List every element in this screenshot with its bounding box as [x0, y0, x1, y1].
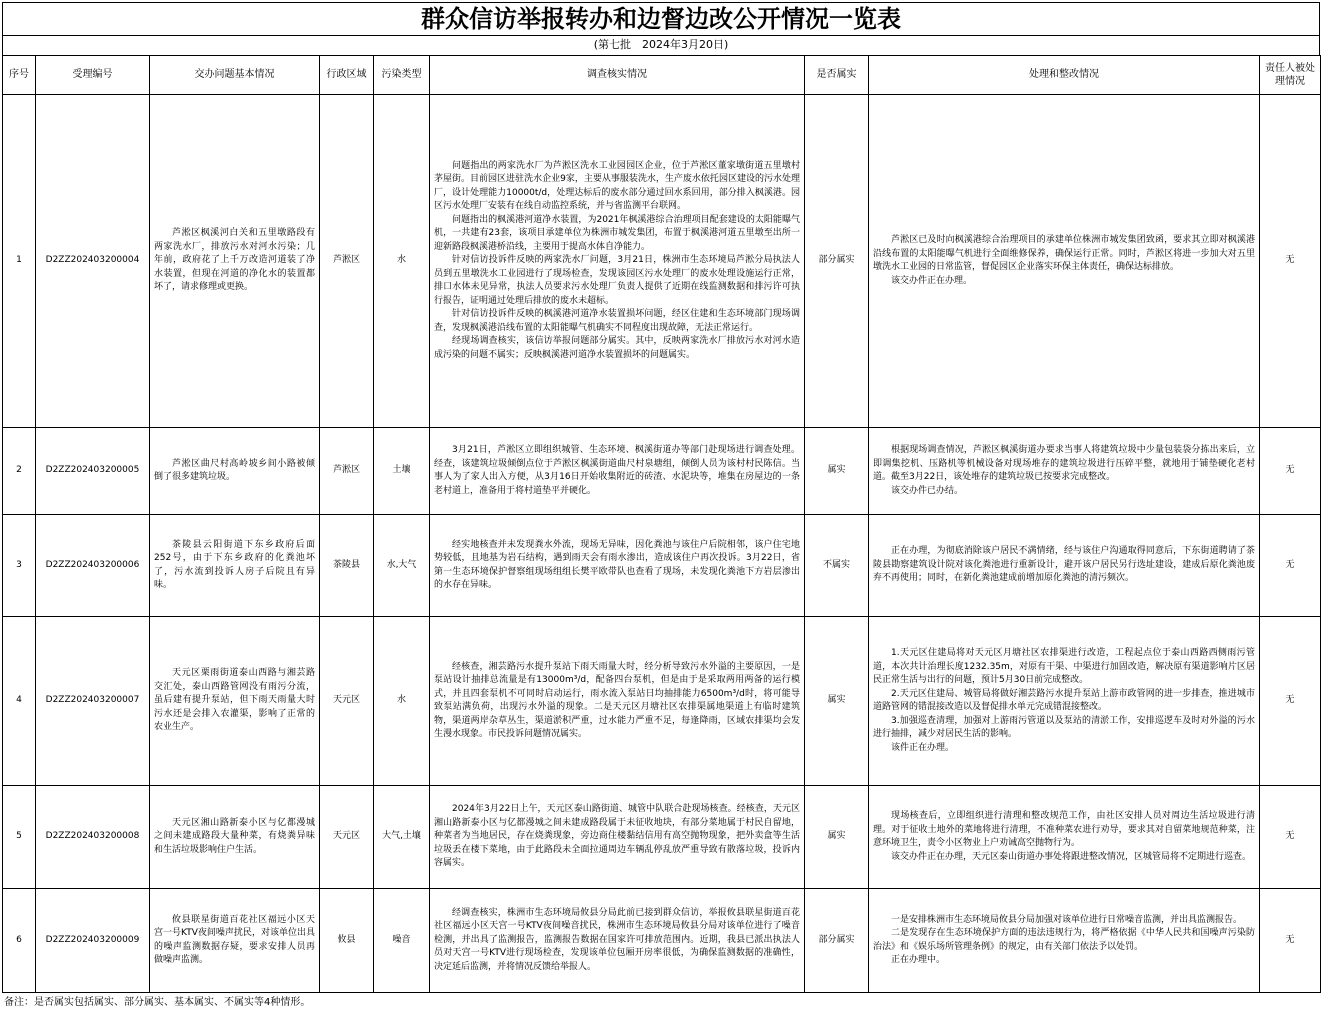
header-verified: 是否属实 [805, 56, 869, 95]
row-handling [869, 428, 1260, 515]
problem-text: 茶陵县云阳街道下东乡政府后面252号，由于下东乡政府的化粪池坏了，污水流到投诉人房子后院且有异味。 [154, 539, 315, 590]
footnote: 备注：是否属实包括属实、部分属实、基本属实、不属实等4种情形。 [4, 997, 311, 1008]
row-problem [150, 428, 320, 515]
row-no: 5 [3, 786, 36, 889]
row-region: 天元区 [320, 617, 374, 786]
row-id: D2ZZ202403200004 [36, 95, 150, 428]
row-pollution: 噪音 [374, 889, 430, 993]
row-handling [869, 786, 1260, 889]
table-row [3, 515, 1321, 617]
investigation-para: 2024年3月22日上午，天元区泰山路街道、城管中队联合赴现场核查。经核查，天元区湘山路新泰小区与亿都漫城之间未建成路段属于未征收地块，有部分菜地属于村民自留地，种菜者为当地居民，存在烧粪现象，旁边商住楼黏结信用有高空抛物现象，把外卖盒等生活垃圾丢在楼下菜地，由于此路段未全面拉通周边车辆乱停乱放严重导致有散落垃圾，投诉内容属实。 [434, 804, 800, 869]
handling-para: 该件正在办理。 [891, 742, 955, 753]
row-verified: 属实 [805, 428, 869, 515]
investigation-para: 经核查，湘芸路污水提升泵站下雨天雨量大时，经分析导致污水外溢的主要原因，一是泵站设计抽排总流量是有13000m³/d，配备四台泵机，但是由于是采取两用两备的运行模式，并且四套泵机不可同时启动运行，雨水流入泵站日均抽排能力6500m³/d时，将可能导致泵站满负荷，出现污水外溢的现象。二是天元区月塘社区农排渠属地渠道上有临时建筑物，渠道两岸杂草丛生，渠道淤积严重，过水能力严重不足，每逢降雨，区域农排渠均会发生漫水现象。市民投诉问题情况属实。 [434, 661, 800, 739]
handling-para: 现场核查后，立即组织进行清理和整改规范工作，由社区安排人员对周边生活垃圾进行清理。对于征收土地外的菜地将进行清理，不准种菜农进行劝导，要求其对自留菜地规范种菜，注意环境卫生，责令小区物业上户劝诫高空抛物行为。 [873, 811, 1255, 848]
row-region: 芦淞区 [320, 428, 374, 515]
row-accountability: 无 [1260, 786, 1321, 889]
header-accountability: 责任人被处理情况 [1260, 56, 1321, 95]
handling-para: 一是安排株洲市生态环境局攸县分局加强对该单位进行日常噪音监测，并出具监测报告。 [891, 914, 1243, 925]
handling-para: 芦淞区已及时向枫溪港综合治理项目的承建单位株洲市城发集团致函，要求其立即对枫溪港沿线布置的太阳能曝气机进行全面维修保养，确保运行正常。同时，芦淞区将进一步加大对五里墩洗水工业园的日常监管，督促园区企业落实环保主体责任，确保达标排放。 [873, 235, 1255, 272]
problem-text: 攸县联星街道百花社区福远小区天宫一号KTV夜间噪声扰民，对该单位出具的噪声监测数据存疑，要求安排人员再做噪声监测。 [154, 914, 315, 965]
row-problem [150, 889, 320, 993]
handling-para: 正在办理，为彻底消除该户居民不满情绪，经与该住户沟通取得同意后，下东街道聘请了茶陵县勘察建筑设计院对该化粪池进行重新设计，避开该户居民另行选址建设，建成后原化粪池废弃不再使用；同时，在新化粪池建成前增加原化粪池的清污频次。 [873, 546, 1255, 584]
row-accountability: 无 [1260, 515, 1321, 617]
row-problem [150, 786, 320, 889]
row-investigation [430, 786, 805, 889]
row-no: 1 [3, 95, 36, 428]
row-pollution: 水 [374, 617, 430, 786]
handling-para: 该交办件正在办理。 [891, 275, 973, 286]
handling-para: 该交办件已办结。 [891, 485, 964, 496]
row-verified: 属实 [805, 617, 869, 786]
row-id: D2ZZ202403200005 [36, 428, 150, 515]
problem-text: 芦淞区曲尺村高岭坡乡间小路被倾倒了很多建筑垃圾。 [154, 458, 315, 482]
header-investigation: 调查核实情况 [430, 56, 805, 95]
investigation-para: 针对信访投诉件反映的两家洗水厂问题，3月21日，株洲市生态环境局芦淞分局执法人员到五里墩洗水工业园进行了现场检查，发现该园区污水处理厂的废水处理设施运行正常，排口水体未见异常，执法人员要求污水处理厂负责人提供了近期在线监测数据和排污许可执行报告，证明通过处理后排放的废水未超标。 [434, 255, 800, 306]
handling-para: 2.天元区住建局、城管局将做好湘芸路污水提升泵站上游市政管网的进一步排查，推进城市道路管网的错混接改造以及督促排水单元完成错混接整改。 [873, 688, 1255, 712]
row-investigation [430, 428, 805, 515]
row-pollution: 土壤 [374, 428, 430, 515]
row-investigation [430, 617, 805, 786]
header-no: 序号 [3, 56, 36, 95]
row-pollution: 大气,土壤 [374, 786, 430, 889]
problem-text: 天元区栗雨街道泰山西路与湘芸路交汇处，泰山西路管网没有雨污分流，虽后建有提升泵站，但下雨天雨量大时污水还是会排入农灌渠，影响了正常的农业生产。 [154, 668, 315, 733]
handling-para: 3.加强巡查清理，加强对上游雨污管道以及泵站的清淤工作，安排巡逻车及时对外溢的污水进行抽排，减少对居民生活的影响。 [873, 715, 1255, 739]
table-row [3, 617, 1321, 786]
row-id: D2ZZ202403200009 [36, 889, 150, 993]
batch-subtitle: (第七批 2024年3月20日) [2, 35, 1320, 55]
row-verified: 属实 [805, 786, 869, 889]
row-handling [869, 515, 1260, 617]
row-problem [150, 515, 320, 617]
row-investigation [430, 515, 805, 617]
header-handling: 处理和整改情况 [869, 56, 1260, 95]
table-row [3, 428, 1321, 515]
row-no: 3 [3, 515, 36, 617]
row-accountability: 无 [1260, 889, 1321, 993]
investigation-para: 经调查核实，株洲市生态环境局攸县分局此前已接到群众信访，举报攸县联星街道百花社区福远小区天宫一号KTV夜间噪音扰民，株洲市生态环境局攸县分局对该单位进行了噪音检测，并出具了监测报告，监测报告数据在国家许可排放范围内。近期，我县已派出执法人员对天宫一号KTV进行现场检查，发现该单位包厢开房率很低，为确保监测数据的准确性，决定延后监测，并将情况反馈给举报人。 [434, 907, 800, 972]
header-pollution: 污染类型 [374, 56, 430, 95]
investigation-para: 问题指出的两家洗水厂为芦淞区洗水工业园园区企业，位于芦淞区董家墩街道五里墩村茅屋街。目前园区进驻洗水企业9家，主要从事服装洗水，生产废水依托园区建设的污水处理厂，设计处理能力10000t/d，处理达标后的废水部分通过回水系回用，部分排入枫溪港。园区污水处理厂安装有在线自动监控系统，并与省监测平台联网。 [434, 160, 800, 212]
handling-para: 1.天元区住建局将对天元区月塘社区农排渠进行改造，工程起点位于泰山西路西侧雨污管道，本次共计治理长度1232.35m，对原有干渠、中渠进行加固改造，解决原有渠道影响片区居民正常生活与出行的问题，预计5月30日前完成整改。 [873, 648, 1255, 685]
row-region: 天元区 [320, 786, 374, 889]
row-handling [869, 889, 1260, 993]
header-region: 行政区域 [320, 56, 374, 95]
row-pollution: 水 [374, 95, 430, 428]
handling-para: 二是发现存在生态环境保护方面的违法违规行为，将严格依据《中华人民共和国噪声污染防治法》和《娱乐场所管理条例》的规定，由有关部门依法予以处罚。 [873, 928, 1255, 952]
investigation-para: 经现场调查核实，该信访举报问题部分属实。其中，反映两家洗水厂排放污水对河水造成污染的问题不属实；反映枫溪港河道净水装置损坏的问题属实。 [434, 336, 800, 360]
handling-para: 该交办件正在办理，天元区泰山街道办事处将跟进整改情况，区城管局将不定期进行巡查。 [891, 851, 1252, 862]
page-title: 群众信访举报转办和边督边改公开情况一览表 [2, 2, 1320, 36]
handling-para: 根据现场调查情况，芦淞区枫溪街道办要求当事人将建筑垃圾中少量包装袋分拣出来后，立即调集挖机、压路机等机械设备对现场堆存的建筑垃圾进行压碎平整，就地用于铺垫硬化老村道。截至3月22日，该处堆存的建筑垃圾已按要求完成整改。 [873, 445, 1255, 482]
problem-text: 天元区湘山路新泰小区与亿都漫城之间未建成路段大量种菜，有烧粪异味和生活垃圾影响住户生活。 [154, 817, 315, 855]
header-row [3, 56, 1321, 95]
problem-text: 芦淞区枫溪河白关和五里墩路段有两家洗水厂，排放污水对河水污染；几年前，政府花了上千万改造河道装了净水装置，但现在河道的净化水的装置都坏了，请求修理或更换。 [154, 228, 315, 293]
row-pollution: 水,大气 [374, 515, 430, 617]
handling-para: 正在办理中。 [891, 955, 946, 965]
table-row [3, 786, 1321, 889]
table-row [3, 95, 1321, 428]
row-id: D2ZZ202403200008 [36, 786, 150, 889]
row-accountability: 无 [1260, 95, 1321, 428]
investigation-para: 针对信访投诉件反映的枫溪港河道净水装置损坏问题，经区住建和生态环境部门现场调查，发现枫溪港沿线布置的太阳能曝气机确实不同程度出现故障，无法正常运行。 [434, 309, 800, 333]
row-handling [869, 95, 1260, 428]
investigation-para: 问题指出的枫溪港河道净水装置，为2021年枫溪港综合治理项目配套建设的太阳能曝气机，一共建有23套，该项目承建单位为株洲市城发集团，布置于枫溪港河道五里墩至出所一迎新路段枫溪港桥沿线，主要用于提高水体自净能力。 [434, 214, 800, 252]
header-id: 受理编号 [36, 56, 150, 95]
row-problem [150, 617, 320, 786]
row-no: 4 [3, 617, 36, 786]
row-investigation [430, 95, 805, 428]
row-verified: 不属实 [805, 515, 869, 617]
row-region: 攸县 [320, 889, 374, 993]
row-verified: 部分属实 [805, 95, 869, 428]
row-handling [869, 617, 1260, 786]
investigation-para: 经实地核查并未发现粪水外流，现场无异味，因化粪池与该住户后院相邻，该户住宅地势较低，且地基为岩石结构，遇到雨天会有雨水渗出，造成该住户再次投诉。3月22日，省第一生态环境保护督察组现场组组长樊平欧带队也查看了现场，未发现化粪池下方岩层渗出的水存在异味。 [434, 539, 800, 590]
row-accountability: 无 [1260, 428, 1321, 515]
report-table [2, 55, 1321, 993]
row-no: 6 [3, 889, 36, 993]
row-id: D2ZZ202403200006 [36, 515, 150, 617]
table-row [3, 889, 1321, 993]
row-region: 芦淞区 [320, 95, 374, 428]
row-no: 2 [3, 428, 36, 515]
investigation-para: 3月21日，芦淞区立即组织城管、生态环境、枫溪街道办等部门赴现场进行调查处理。经查，该建筑垃圾倾倒点位于芦淞区枫溪街道曲尺村泉塘组，倾倒人员为该村村民陈信。当事人为了家人出入方便，从3月16日开始收集附近的砖渣、水泥块等，堆集在房屋边的一条老村道上，准备用于将村道垫平并硬化。 [434, 445, 800, 496]
row-verified: 部分属实 [805, 889, 869, 993]
row-problem [150, 95, 320, 428]
row-accountability: 无 [1260, 617, 1321, 786]
row-region: 茶陵县 [320, 515, 374, 617]
row-investigation [430, 889, 805, 993]
row-id: D2ZZ202403200007 [36, 617, 150, 786]
header-problem: 交办问题基本情况 [150, 56, 320, 95]
